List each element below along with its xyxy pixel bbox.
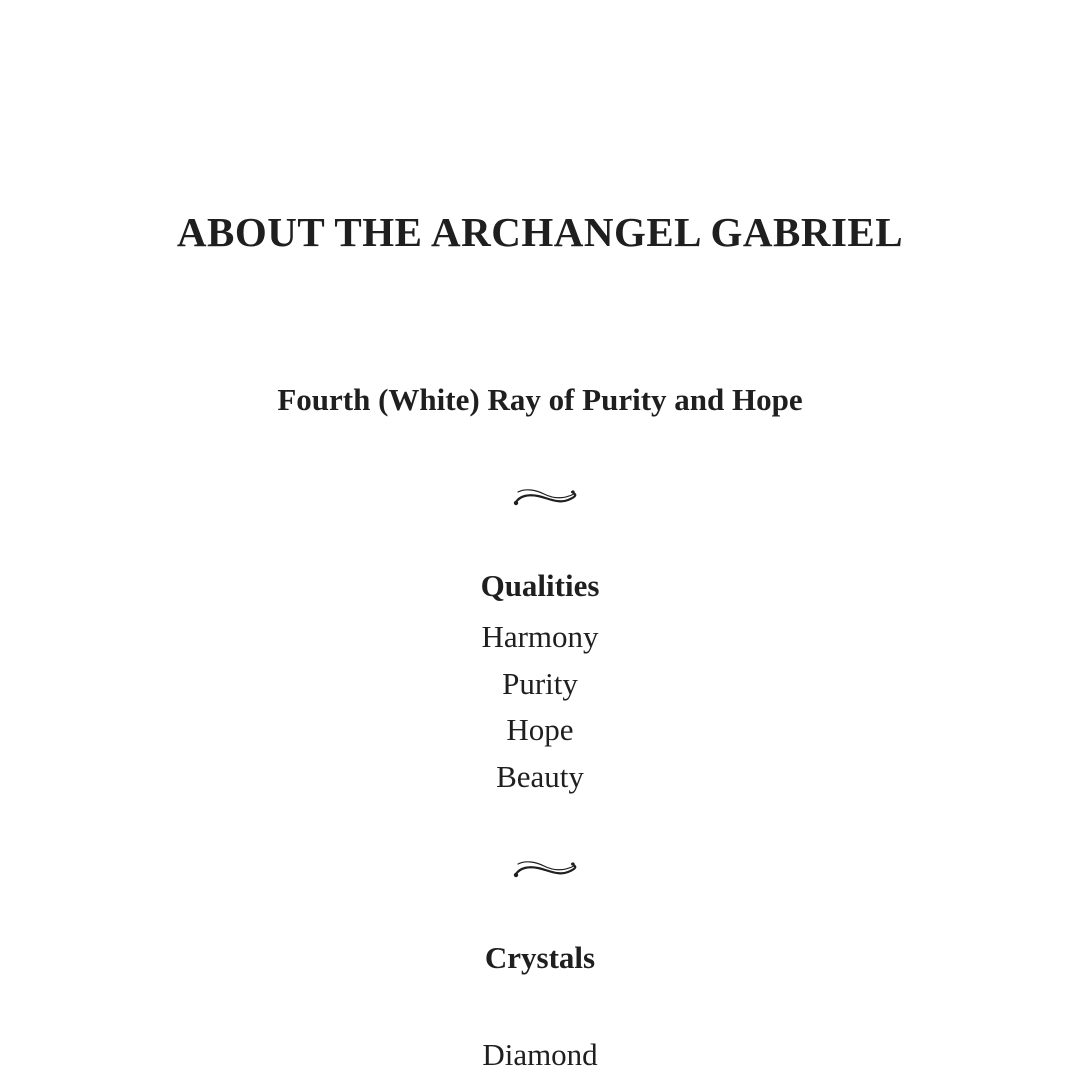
ray-subtitle: Fourth (White) Ray of Purity and Hope <box>277 382 803 417</box>
quality-item-purity: Purity <box>502 665 578 701</box>
swash-ornament-icon <box>510 482 580 510</box>
quality-item-harmony: Harmony <box>481 619 599 654</box>
quality-item-hope: Hope <box>506 712 574 747</box>
crystals-list <box>0 1032 1080 1078</box>
crystal-item-diamond: Diamond <box>482 1037 598 1072</box>
qualities-list <box>0 614 1080 800</box>
swash-ornament-icon <box>510 854 580 882</box>
qualities-heading: Qualities <box>480 568 600 603</box>
crystals-heading: Crystals <box>484 940 596 975</box>
quality-item-beauty: Beauty <box>496 758 584 794</box>
page-title: ABOUT THE ARCHANGEL GABRIEL <box>176 209 904 255</box>
